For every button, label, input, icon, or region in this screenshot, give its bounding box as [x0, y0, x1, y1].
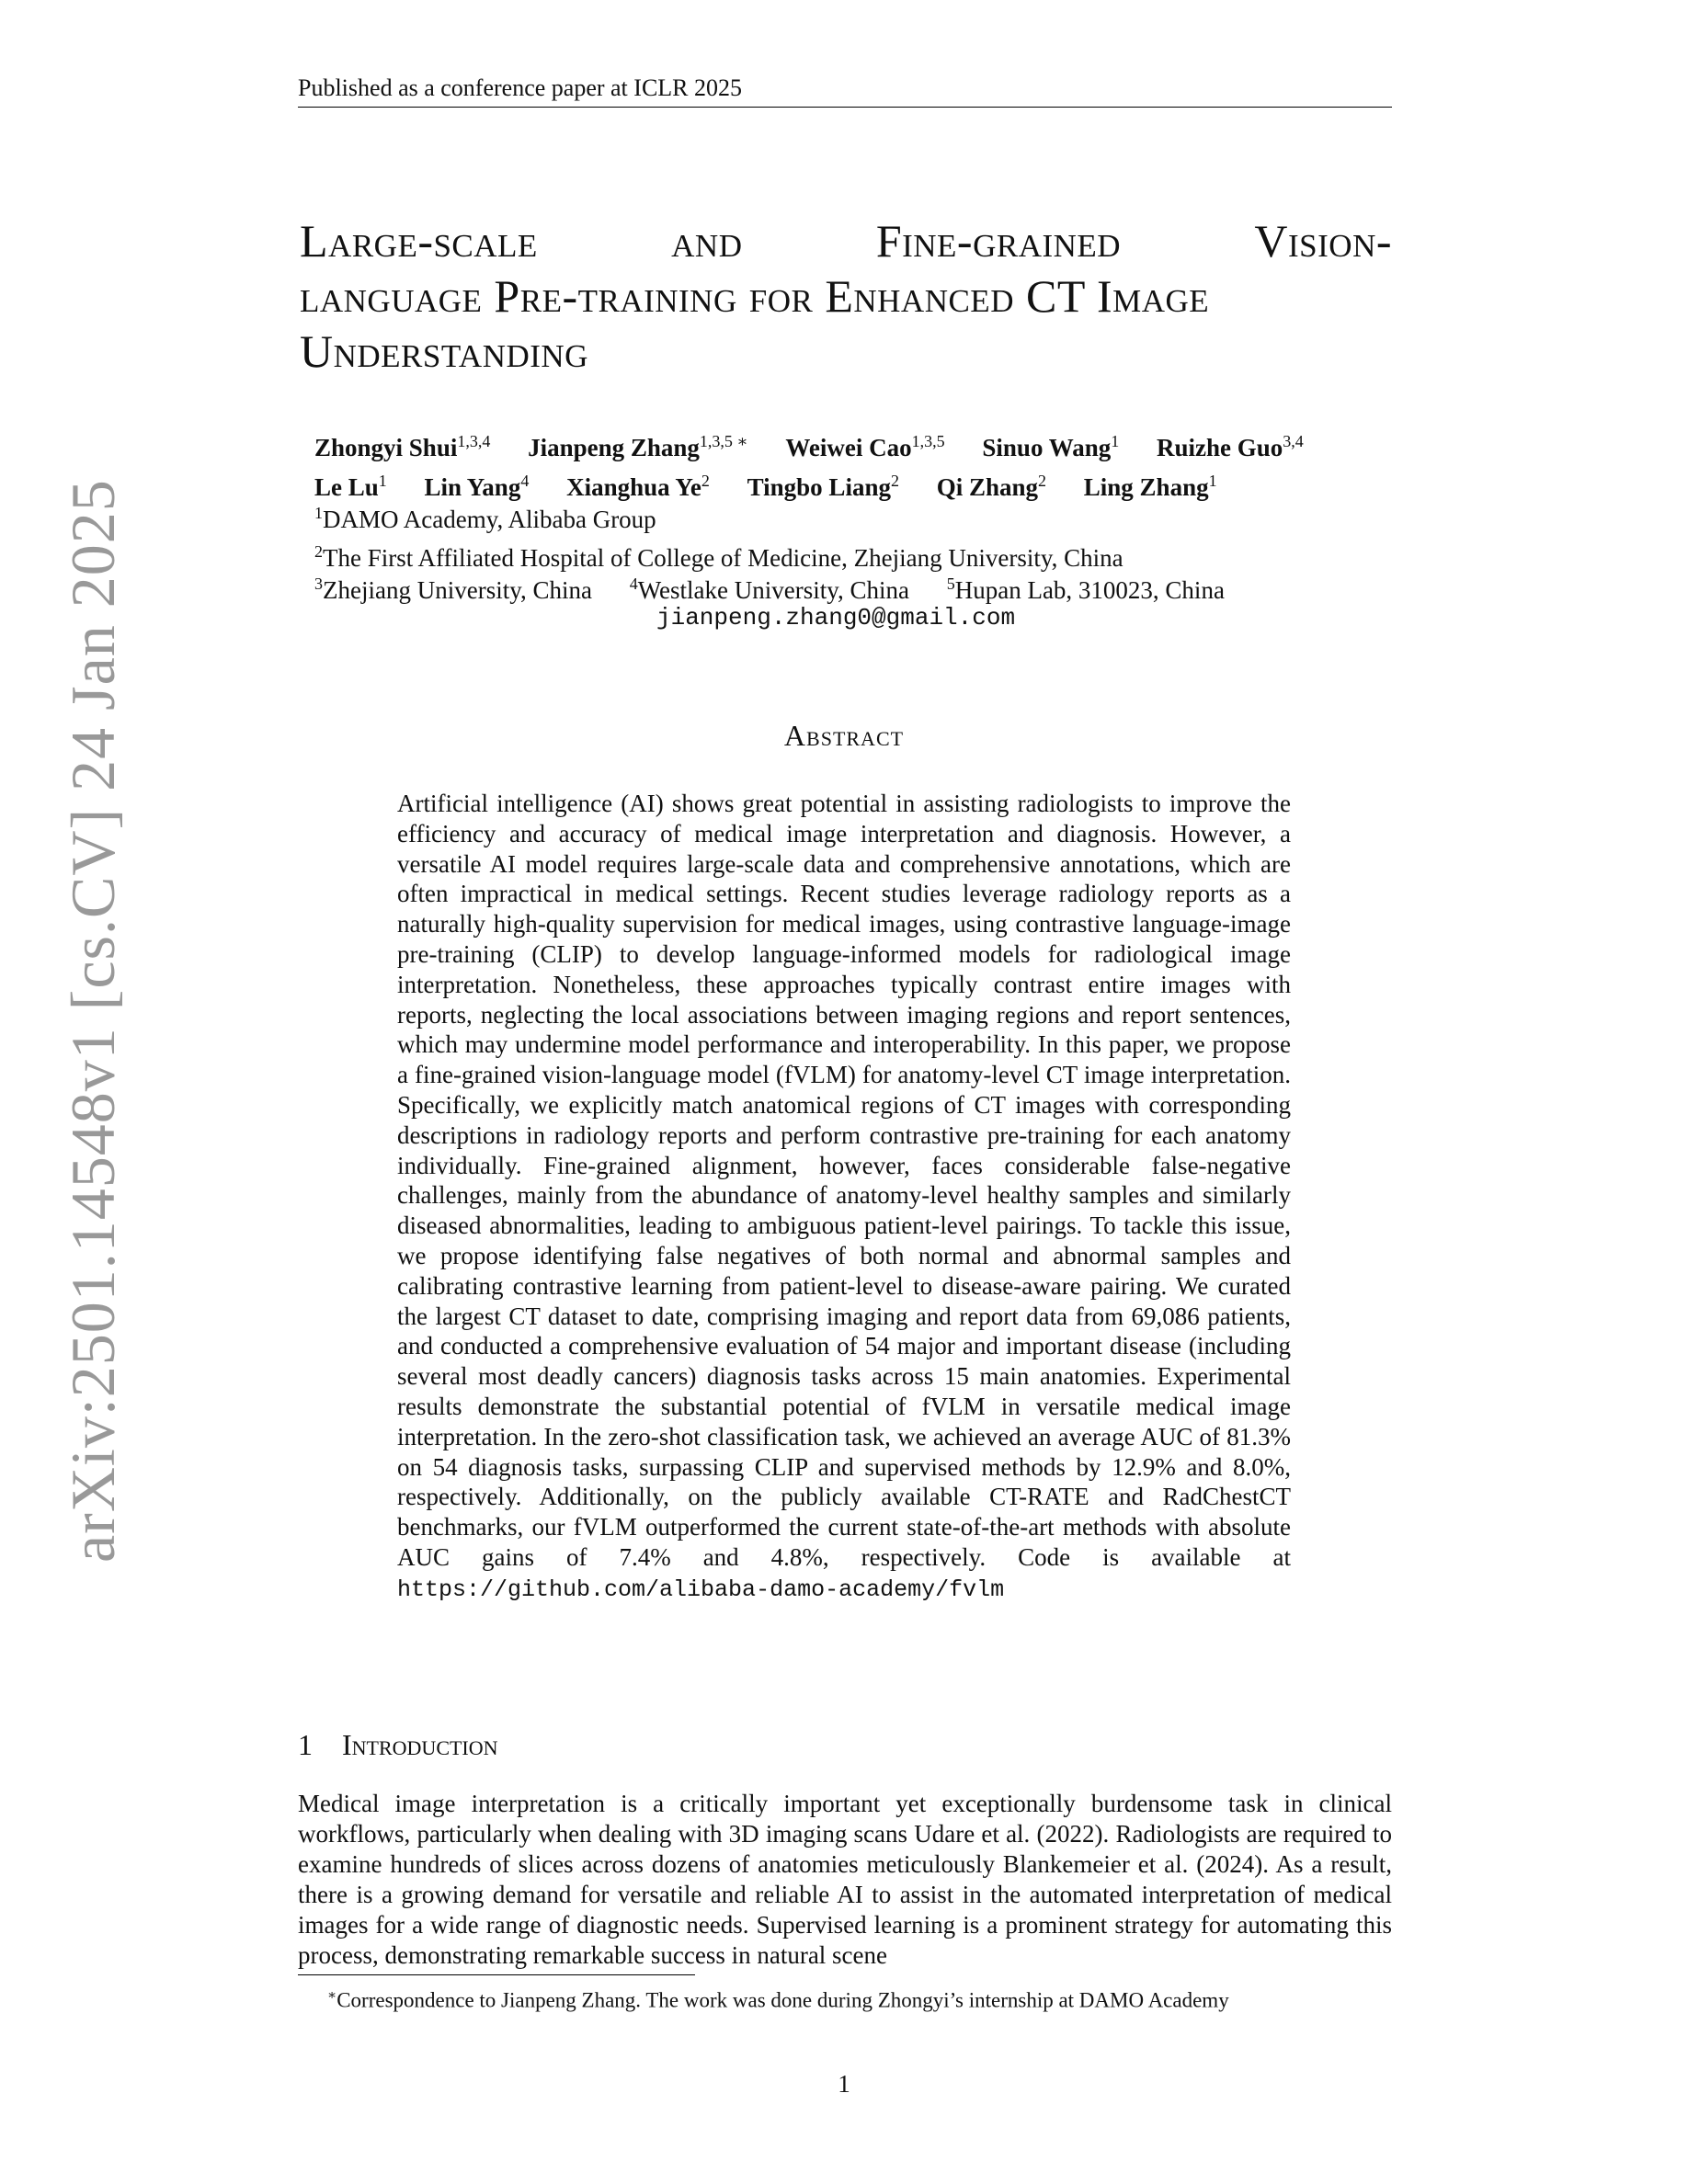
title-line-3: Understanding — [300, 325, 588, 377]
footnote-text: Correspondence to Jianpeng Zhang. The work was done during Zhongyi’s internship at DAMO Academy — [336, 1988, 1229, 2012]
author: Weiwei Cao$^{1,3,5}$ — [785, 432, 945, 461]
section-heading-introduction — [298, 1728, 498, 1762]
affiliation: $^5$Hupan Lab, 310023, China — [946, 574, 1225, 604]
author: Jianpeng Zhang$^{1,3,5 ∗}$ — [528, 432, 748, 461]
author: Tingbo Liang$^2$ — [747, 472, 899, 501]
author: Ruizhe Guo$^{3,4}$ — [1156, 432, 1304, 461]
title-line-1 — [300, 213, 1392, 268]
arxiv-identifier-stamp[interactable]: arXiv:2501.14548v1 [cs.CV] 24 Jan 2025 — [58, 479, 128, 1563]
author: Le Lu$^1$ — [314, 472, 387, 501]
title-word: and — [671, 215, 743, 267]
paper-title — [300, 213, 1392, 379]
code-link[interactable]: https://github.com/alibaba-damo-academy/fvlm — [397, 1575, 1005, 1603]
affiliation: $^1$DAMO Academy, Alibaba Group — [314, 504, 656, 533]
author: Lin Yang$^4$ — [424, 472, 530, 501]
title-word: Fine-grained — [875, 215, 1122, 267]
affiliation: $^3$Zhejiang University, China — [314, 574, 592, 604]
page-number: 1 — [838, 2070, 850, 2098]
running-header: Published as a conference paper at ICLR 2025 — [298, 74, 1392, 108]
title-word: Large-scale — [300, 215, 538, 267]
contact-email[interactable]: jianpeng.zhang0@gmail.com — [656, 604, 1016, 631]
title-word: Vision- — [1254, 215, 1392, 267]
affiliation: $^4$Westlake University, China — [629, 574, 909, 604]
abstract-heading: Abstract — [783, 719, 905, 752]
title-line-2: language Pre-training for Enhanced CT Image — [300, 270, 1210, 322]
abstract-body — [397, 789, 1291, 1606]
footnote-mark: ∗ — [327, 1988, 337, 2003]
author: Zhongyi Shui$^{1,3,4}$ — [314, 432, 491, 461]
author: Sinuo Wang$^1$ — [982, 432, 1120, 461]
footnote-rule — [298, 1974, 695, 1975]
introduction-paragraph: Medical image interpretation is a critically important yet exceptionally burdensome task in clinical workflows, particularly when dealing with 3D imaging scans Udare et al. (2022). Radiologists are required to examine hundreds of slices across dozens of anatomies meticulously Blankemeier et al. (2024). As a result, there is a growing demand for versatile and reliable AI to assist in the automated interpretation of medical images for a wide range of diagnostic needs. Supervised learning is a prominent strategy for automating this process, demonstrating remarkable success in natural scene — [298, 1790, 1392, 1969]
affiliation: $^2$The First Affiliated Hospital of College of Medicine, Zhejiang University, China — [314, 542, 1123, 572]
abstract-text: Artificial intelligence (AI) shows great potential in assisting radiologists to improve the efficiency and accuracy of medical image interpretation and diagnosis. However, a versatile AI model requires large-scale data and comprehensive annotations, which are often impractical in medical settings. Recent studies leverage radiology reports as a naturally high-quality supervision for medical images, using contrastive language-image pre-training (CLIP) to develop language-informed models for radiological image interpretation. Nonetheless, these approaches typically contrast entire images with reports, neglecting the local associations between imaging regions and report sentences, which may undermine model performance and interoperability. In this paper, we propose a fine-grained vision-language model (fVLM) for anatomy-level CT image interpretation. Specifically, we explicitly match anatomical regions of CT images with corresponding descriptions in radiology reports and perform contrastive pre-training for each anatomy individually. Fine-grained alignment, however, faces considerable false-negative challenges, mainly from the abundance of anatomy-level healthy samples and similarly diseased abnormalities, leading to ambiguous patient-level pairings. To tackle this issue, we propose identifying false negatives of both normal and abnormal samples and calibrating contrastive learning from patient-level to disease-aware pairing. We curated the largest CT dataset to date, comprising imaging and report data from 69,086 patients, and conducted a comprehensive evaluation of 54 major and important disease (including several most deadly cancers) diagnosis tasks across 15 main anatomies. Experimental results demonstrate the substantial potential of fVLM in versatile medical image interpretation. In the zero-shot classification task, we achieved an average AUC of 81.3% on 54 diagnosis tasks, surpassing CLIP and supervised methods by 12.9% and 8.0%, respectively. Additionally, on the publicly available CT-RATE and RadChestCT benchmarks, our fVLM outperformed the current state-of-the-art methods with absolute AUC gains of 7.4% and 4.8%, respectively. Code is available at — [397, 790, 1291, 1571]
section-number: 1 — [298, 1728, 313, 1761]
author-list — [314, 425, 1304, 504]
author-row — [314, 425, 1304, 464]
author: Qi Zhang$^2$ — [936, 472, 1047, 501]
footnote — [327, 1982, 1229, 2015]
author: Ling Zhang$^1$ — [1083, 472, 1217, 501]
author: Xianghua Ye$^2$ — [566, 472, 710, 501]
section-title: Introduction — [342, 1728, 498, 1761]
